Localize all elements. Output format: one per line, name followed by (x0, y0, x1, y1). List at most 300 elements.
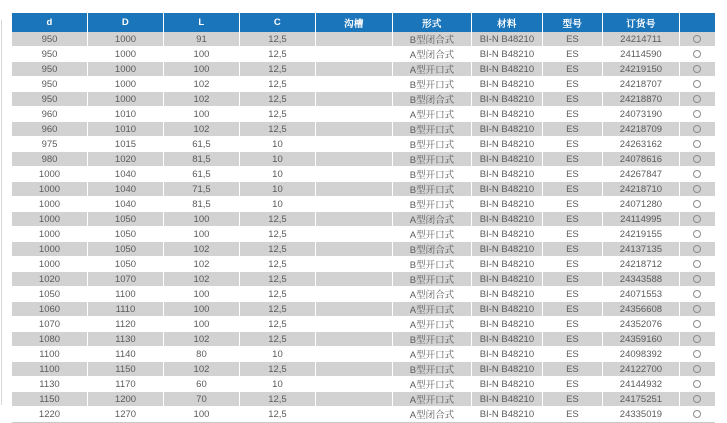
table-row (12, 182, 715, 197)
order-number-cell: 24359160 (603, 332, 680, 347)
order-number-cell: 24114590 (603, 47, 680, 62)
groove-cell (316, 32, 393, 47)
order-number-cell: 24218712 (603, 257, 680, 272)
C-cell: 12,5 (240, 332, 316, 347)
L-cell: 102 (164, 272, 240, 287)
L-cell: 100 (164, 62, 240, 77)
order-number-cell: 24343588 (603, 272, 680, 287)
L-cell: 100 (164, 407, 240, 422)
C-cell: 10 (240, 152, 316, 167)
C-cell: 12,5 (240, 212, 316, 227)
circle-outline-icon (693, 260, 701, 268)
material-cell: BI-N B48210 (472, 47, 543, 62)
L-cell: 81,5 (164, 152, 240, 167)
type-cell: B型开口式 (393, 257, 472, 272)
table-row (12, 47, 715, 62)
model-cell: ES (543, 122, 603, 137)
material-cell: BI-N B48210 (472, 317, 543, 332)
availability-cell (680, 392, 715, 407)
D-cell: 1150 (88, 362, 164, 377)
order-number-cell: 24356608 (603, 302, 680, 317)
L-cell: 91 (164, 32, 240, 47)
type-cell: A型开口式 (393, 107, 472, 122)
column-header-material: 材料 (472, 13, 543, 32)
page-edge-divider (1, 20, 2, 405)
circle-outline-icon (693, 395, 701, 403)
type-cell: B型闭合式 (393, 242, 472, 257)
availability-cell (680, 272, 715, 287)
order-number-cell: 24218707 (603, 77, 680, 92)
d-cell: 1050 (12, 287, 88, 302)
table-body (12, 32, 715, 422)
groove-cell (316, 317, 393, 332)
availability-cell (680, 362, 715, 377)
table-row (12, 362, 715, 377)
C-cell: 10 (240, 167, 316, 182)
model-cell: ES (543, 47, 603, 62)
d-cell: 1000 (12, 212, 88, 227)
type-cell: A型闭合式 (393, 47, 472, 62)
column-header-availability (680, 13, 715, 32)
material-cell: BI-N B48210 (472, 377, 543, 392)
groove-cell (316, 137, 393, 152)
model-cell: ES (543, 392, 603, 407)
C-cell: 12,5 (240, 317, 316, 332)
model-cell: ES (543, 92, 603, 107)
type-cell: B型闭合式 (393, 92, 472, 107)
type-cell: A型开口式 (393, 377, 472, 392)
C-cell: 12,5 (240, 362, 316, 377)
availability-cell (680, 257, 715, 272)
table-row (12, 167, 715, 182)
availability-cell (680, 287, 715, 302)
availability-cell (680, 47, 715, 62)
column-header-d: d (12, 13, 88, 32)
C-cell: 12,5 (240, 47, 316, 62)
availability-cell (680, 137, 715, 152)
d-cell: 1000 (12, 182, 88, 197)
d-cell: 1070 (12, 317, 88, 332)
order-number-cell: 24114995 (603, 212, 680, 227)
D-cell: 1000 (88, 92, 164, 107)
material-cell: BI-N B48210 (472, 137, 543, 152)
d-cell: 1060 (12, 302, 88, 317)
L-cell: 102 (164, 122, 240, 137)
material-cell: BI-N B48210 (472, 272, 543, 287)
groove-cell (316, 197, 393, 212)
table-row (12, 152, 715, 167)
table-row (12, 242, 715, 257)
C-cell: 12,5 (240, 77, 316, 92)
D-cell: 1040 (88, 197, 164, 212)
circle-outline-icon (693, 215, 701, 223)
L-cell: 81,5 (164, 197, 240, 212)
groove-cell (316, 47, 393, 62)
circle-outline-icon (693, 65, 701, 73)
D-cell: 1000 (88, 62, 164, 77)
model-cell: ES (543, 212, 603, 227)
model-cell: ES (543, 377, 603, 392)
groove-cell (316, 92, 393, 107)
C-cell: 12,5 (240, 272, 316, 287)
availability-cell (680, 317, 715, 332)
L-cell: 80 (164, 347, 240, 362)
d-cell: 1000 (12, 227, 88, 242)
d-cell: 975 (12, 137, 88, 152)
table-row (12, 377, 715, 392)
circle-outline-icon (693, 335, 701, 343)
L-cell: 70 (164, 392, 240, 407)
availability-cell (680, 212, 715, 227)
type-cell: B型开口式 (393, 272, 472, 287)
L-cell: 100 (164, 227, 240, 242)
C-cell: 12,5 (240, 407, 316, 422)
circle-outline-icon (693, 290, 701, 298)
material-cell: BI-N B48210 (472, 107, 543, 122)
column-header-model: 型号 (543, 13, 603, 32)
availability-cell (680, 122, 715, 137)
order-number-cell: 24218870 (603, 92, 680, 107)
model-cell: ES (543, 287, 603, 302)
D-cell: 1000 (88, 47, 164, 62)
parts-table (12, 13, 715, 423)
C-cell: 10 (240, 377, 316, 392)
C-cell: 12,5 (240, 257, 316, 272)
D-cell: 1130 (88, 332, 164, 347)
circle-outline-icon (693, 95, 701, 103)
groove-cell (316, 392, 393, 407)
column-header-order-number: 订货号 (603, 13, 680, 32)
table-row (12, 77, 715, 92)
groove-cell (316, 242, 393, 257)
availability-cell (680, 152, 715, 167)
groove-cell (316, 122, 393, 137)
C-cell: 10 (240, 182, 316, 197)
d-cell: 950 (12, 47, 88, 62)
order-number-cell: 24219155 (603, 227, 680, 242)
groove-cell (316, 62, 393, 77)
column-header-L: L (164, 13, 240, 32)
d-cell: 950 (12, 77, 88, 92)
C-cell: 12,5 (240, 32, 316, 47)
type-cell: B型开口式 (393, 122, 472, 137)
table-row (12, 287, 715, 302)
order-number-cell: 24071280 (603, 197, 680, 212)
availability-cell (680, 332, 715, 347)
table-row (12, 92, 715, 107)
L-cell: 61,5 (164, 167, 240, 182)
material-cell: BI-N B48210 (472, 242, 543, 257)
d-cell: 1000 (12, 167, 88, 182)
model-cell: ES (543, 317, 603, 332)
groove-cell (316, 107, 393, 122)
d-cell: 1000 (12, 242, 88, 257)
circle-outline-icon (693, 170, 701, 178)
table-row (12, 272, 715, 287)
model-cell: ES (543, 107, 603, 122)
table-row (12, 107, 715, 122)
L-cell: 102 (164, 257, 240, 272)
column-header-type: 形式 (393, 13, 472, 32)
groove-cell (316, 167, 393, 182)
table-row (12, 227, 715, 242)
order-number-cell: 24218709 (603, 122, 680, 137)
d-cell: 1130 (12, 377, 88, 392)
L-cell: 100 (164, 302, 240, 317)
availability-cell (680, 32, 715, 47)
model-cell: ES (543, 242, 603, 257)
L-cell: 102 (164, 242, 240, 257)
type-cell: B型开口式 (393, 332, 472, 347)
circle-outline-icon (693, 35, 701, 43)
material-cell: BI-N B48210 (472, 392, 543, 407)
material-cell: BI-N B48210 (472, 182, 543, 197)
D-cell: 1050 (88, 257, 164, 272)
model-cell: ES (543, 137, 603, 152)
order-number-cell: 24073190 (603, 107, 680, 122)
d-cell: 1100 (12, 362, 88, 377)
order-number-cell: 24098392 (603, 347, 680, 362)
circle-outline-icon (693, 200, 701, 208)
L-cell: 100 (164, 317, 240, 332)
d-cell: 1220 (12, 407, 88, 422)
model-cell: ES (543, 167, 603, 182)
circle-outline-icon (693, 245, 701, 253)
groove-cell (316, 227, 393, 242)
D-cell: 1010 (88, 122, 164, 137)
availability-cell (680, 77, 715, 92)
circle-outline-icon (693, 410, 701, 418)
order-number-cell: 24219150 (603, 62, 680, 77)
type-cell: B型开口式 (393, 152, 472, 167)
circle-outline-icon (693, 80, 701, 88)
circle-outline-icon (693, 50, 701, 58)
model-cell: ES (543, 272, 603, 287)
d-cell: 950 (12, 92, 88, 107)
circle-outline-icon (693, 380, 701, 388)
order-number-cell: 24144932 (603, 377, 680, 392)
model-cell: ES (543, 347, 603, 362)
type-cell: B型开口式 (393, 197, 472, 212)
material-cell: BI-N B48210 (472, 287, 543, 302)
availability-cell (680, 62, 715, 77)
availability-cell (680, 107, 715, 122)
circle-outline-icon (693, 275, 701, 283)
model-cell: ES (543, 332, 603, 347)
C-cell: 12,5 (240, 107, 316, 122)
material-cell: BI-N B48210 (472, 197, 543, 212)
type-cell: B型开口式 (393, 362, 472, 377)
type-cell: A型开口式 (393, 62, 472, 77)
material-cell: BI-N B48210 (472, 227, 543, 242)
circle-outline-icon (693, 365, 701, 373)
C-cell: 10 (240, 137, 316, 152)
D-cell: 1100 (88, 287, 164, 302)
circle-outline-icon (693, 185, 701, 193)
availability-cell (680, 407, 715, 422)
table-row (12, 332, 715, 347)
circle-outline-icon (693, 140, 701, 148)
material-cell: BI-N B48210 (472, 362, 543, 377)
D-cell: 1110 (88, 302, 164, 317)
order-number-cell: 24122700 (603, 362, 680, 377)
table-header (12, 13, 715, 32)
parts-table-container (12, 13, 715, 423)
groove-cell (316, 362, 393, 377)
L-cell: 100 (164, 107, 240, 122)
type-cell: A型开口式 (393, 227, 472, 242)
type-cell: B型开口式 (393, 137, 472, 152)
type-cell: B型开口式 (393, 182, 472, 197)
type-cell: A型开口式 (393, 347, 472, 362)
C-cell: 12,5 (240, 62, 316, 77)
type-cell: A型闭合式 (393, 407, 472, 422)
L-cell: 71,5 (164, 182, 240, 197)
groove-cell (316, 212, 393, 227)
availability-cell (680, 377, 715, 392)
D-cell: 1140 (88, 347, 164, 362)
order-number-cell: 24214711 (603, 32, 680, 47)
circle-outline-icon (693, 230, 701, 238)
C-cell: 10 (240, 197, 316, 212)
groove-cell (316, 257, 393, 272)
model-cell: ES (543, 62, 603, 77)
availability-cell (680, 182, 715, 197)
order-number-cell: 24175251 (603, 392, 680, 407)
material-cell: BI-N B48210 (472, 407, 543, 422)
material-cell: BI-N B48210 (472, 332, 543, 347)
model-cell: ES (543, 302, 603, 317)
table-row (12, 212, 715, 227)
groove-cell (316, 302, 393, 317)
L-cell: 102 (164, 92, 240, 107)
D-cell: 1170 (88, 377, 164, 392)
header-row (12, 13, 715, 32)
model-cell: ES (543, 152, 603, 167)
D-cell: 1040 (88, 182, 164, 197)
type-cell: B型闭合式 (393, 32, 472, 47)
d-cell: 950 (12, 32, 88, 47)
table-row (12, 302, 715, 317)
model-cell: ES (543, 182, 603, 197)
d-cell: 960 (12, 122, 88, 137)
material-cell: BI-N B48210 (472, 347, 543, 362)
groove-cell (316, 347, 393, 362)
C-cell: 12,5 (240, 227, 316, 242)
model-cell: ES (543, 77, 603, 92)
column-header-groove: 沟槽 (316, 13, 393, 32)
d-cell: 980 (12, 152, 88, 167)
circle-outline-icon (693, 125, 701, 133)
availability-cell (680, 227, 715, 242)
groove-cell (316, 272, 393, 287)
L-cell: 102 (164, 77, 240, 92)
circle-outline-icon (693, 155, 701, 163)
material-cell: BI-N B48210 (472, 32, 543, 47)
table-row (12, 137, 715, 152)
D-cell: 1120 (88, 317, 164, 332)
type-cell: B型开口式 (393, 77, 472, 92)
C-cell: 10 (240, 347, 316, 362)
C-cell: 12,5 (240, 302, 316, 317)
groove-cell (316, 377, 393, 392)
column-header-C: C (240, 13, 316, 32)
D-cell: 1270 (88, 407, 164, 422)
table-row (12, 197, 715, 212)
groove-cell (316, 152, 393, 167)
D-cell: 1070 (88, 272, 164, 287)
d-cell: 960 (12, 107, 88, 122)
order-number-cell: 24137135 (603, 242, 680, 257)
order-number-cell: 24078616 (603, 152, 680, 167)
D-cell: 1015 (88, 137, 164, 152)
D-cell: 1040 (88, 167, 164, 182)
availability-cell (680, 167, 715, 182)
model-cell: ES (543, 197, 603, 212)
column-header-D: D (88, 13, 164, 32)
d-cell: 950 (12, 62, 88, 77)
table-row (12, 32, 715, 47)
type-cell: A型开口式 (393, 392, 472, 407)
type-cell: A型开口式 (393, 317, 472, 332)
material-cell: BI-N B48210 (472, 167, 543, 182)
D-cell: 1020 (88, 152, 164, 167)
order-number-cell: 24218710 (603, 182, 680, 197)
d-cell: 1150 (12, 392, 88, 407)
C-cell: 12,5 (240, 287, 316, 302)
material-cell: BI-N B48210 (472, 92, 543, 107)
material-cell: BI-N B48210 (472, 122, 543, 137)
circle-outline-icon (693, 110, 701, 118)
order-number-cell: 24071553 (603, 287, 680, 302)
type-cell: A型闭合式 (393, 287, 472, 302)
model-cell: ES (543, 407, 603, 422)
L-cell: 100 (164, 212, 240, 227)
D-cell: 1200 (88, 392, 164, 407)
D-cell: 1010 (88, 107, 164, 122)
C-cell: 12,5 (240, 122, 316, 137)
circle-outline-icon (693, 305, 701, 313)
L-cell: 100 (164, 47, 240, 62)
groove-cell (316, 407, 393, 422)
table-row (12, 317, 715, 332)
C-cell: 12,5 (240, 92, 316, 107)
availability-cell (680, 347, 715, 362)
order-number-cell: 24352076 (603, 317, 680, 332)
groove-cell (316, 287, 393, 302)
circle-outline-icon (693, 320, 701, 328)
groove-cell (316, 77, 393, 92)
availability-cell (680, 197, 715, 212)
table-row (12, 347, 715, 362)
D-cell: 1050 (88, 242, 164, 257)
L-cell: 61,5 (164, 137, 240, 152)
material-cell: BI-N B48210 (472, 62, 543, 77)
d-cell: 1020 (12, 272, 88, 287)
D-cell: 1050 (88, 212, 164, 227)
table-row (12, 62, 715, 77)
L-cell: 102 (164, 332, 240, 347)
d-cell: 1000 (12, 197, 88, 212)
table-row (12, 122, 715, 137)
C-cell: 12,5 (240, 242, 316, 257)
model-cell: ES (543, 362, 603, 377)
model-cell: ES (543, 257, 603, 272)
D-cell: 1050 (88, 227, 164, 242)
availability-cell (680, 242, 715, 257)
table-row (12, 392, 715, 407)
L-cell: 102 (164, 362, 240, 377)
